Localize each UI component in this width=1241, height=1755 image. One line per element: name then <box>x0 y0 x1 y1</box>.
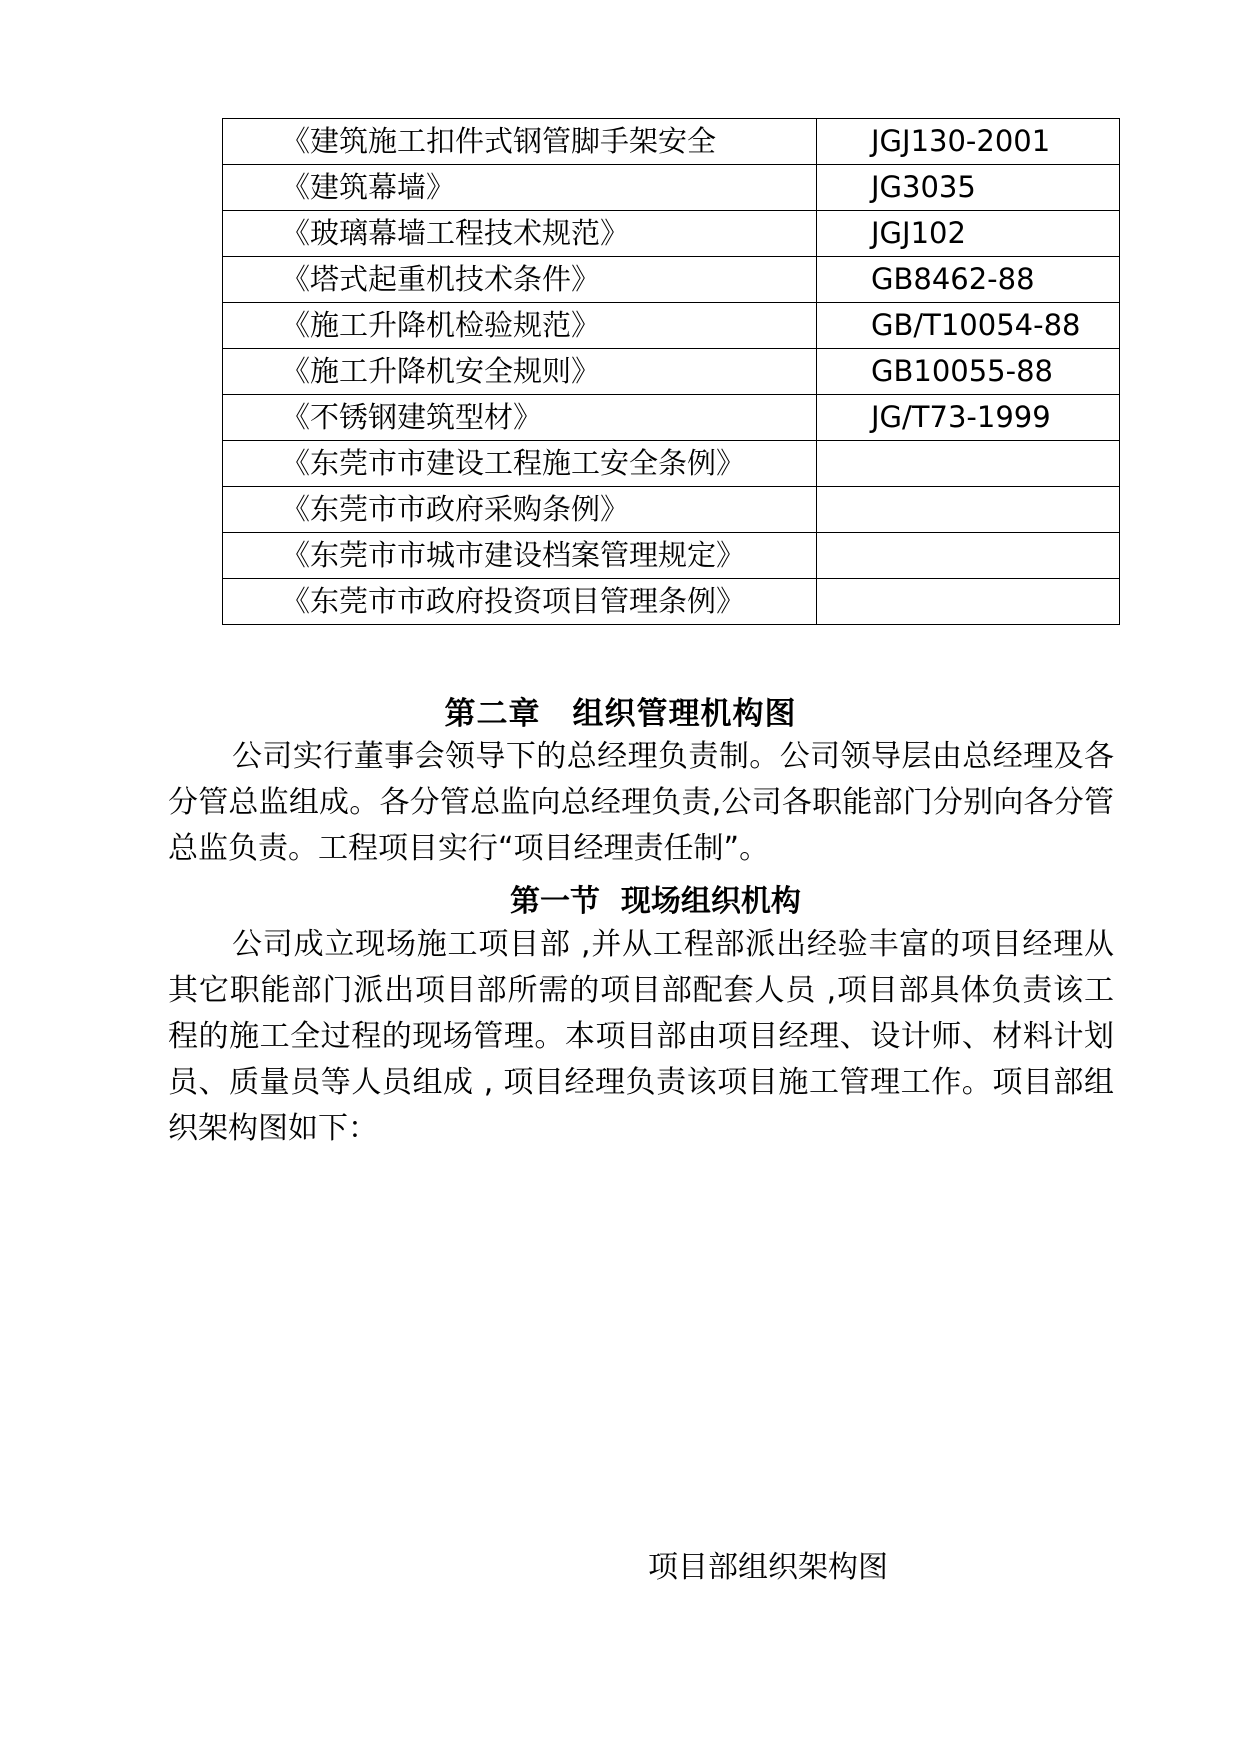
chapter-paragraph: 公司实行董事会领导下的总经理负责制。公司领导层由总经理及各分管总监组成。各分管总监向总经理负责,公司各职能部门分别向各分管总监负责。工程项目实行“项目经理责任制”。 <box>168 739 1114 866</box>
standard-name: 《东莞市市建设工程施工安全条例》 <box>223 441 817 487</box>
standard-name: 《不锈钢建筑型材》 <box>223 395 817 441</box>
standard-code: JG/T73-1999 <box>817 395 1120 441</box>
table-row <box>223 211 1120 257</box>
standard-code: JGJ130-2001 <box>817 119 1120 165</box>
table-row <box>223 441 1120 487</box>
standard-code: JG3035 <box>817 165 1120 211</box>
table-row <box>223 579 1120 625</box>
section-title: 第一节 现场组织机构 <box>510 884 801 919</box>
standard-name: 《东莞市市政府采购条例》 <box>223 487 817 533</box>
standard-code: GB10055-88 <box>817 349 1120 395</box>
table-row <box>223 303 1120 349</box>
standard-name: 《施工升降机安全规则》 <box>223 349 817 395</box>
standard-code: JGJ102 <box>817 211 1120 257</box>
figure-caption: 项目部组织架构图 <box>648 1550 888 1585</box>
table-row <box>223 349 1120 395</box>
table-row <box>223 119 1120 165</box>
standard-name: 《东莞市市城市建设档案管理规定》 <box>223 533 817 579</box>
standard-name: 《建筑施工扣件式钢管脚手架安全 <box>223 119 817 165</box>
standard-name: 《塔式起重机技术条件》 <box>223 257 817 303</box>
table-row <box>223 487 1120 533</box>
standard-name: 《施工升降机检验规范》 <box>223 303 817 349</box>
section-paragraph: 公司成立现场施工项目部 ,并从工程部派出经验丰富的项目经理从其它职能部门派出项目部所需的项目部配套人员 ,项目部具体负责该工程的施工全过程的现场管理。本项目部由项目经理、设计师、材料计划员、质量员等人员组成 , 项目经理负责该项目施工管理工作。项目部组织架构图如下： <box>168 927 1114 1146</box>
standard-name: 《玻璃幕墙工程技术规范》 <box>223 211 817 257</box>
table-row <box>223 533 1120 579</box>
standard-name: 《建筑幕墙》 <box>223 165 817 211</box>
standard-name: 《东莞市市政府投资项目管理条例》 <box>223 579 817 625</box>
table-row <box>223 165 1120 211</box>
chapter-title: 第二章 组织管理机构图 <box>444 696 797 732</box>
standard-code: GB/T10054-88 <box>817 303 1120 349</box>
standard-code <box>817 579 1120 625</box>
standard-code: GB8462-88 <box>817 257 1120 303</box>
table-row <box>223 395 1120 441</box>
standards-table <box>222 118 1120 625</box>
standard-code <box>817 487 1120 533</box>
table-row <box>223 257 1120 303</box>
standard-code <box>817 441 1120 487</box>
standard-code <box>817 533 1120 579</box>
